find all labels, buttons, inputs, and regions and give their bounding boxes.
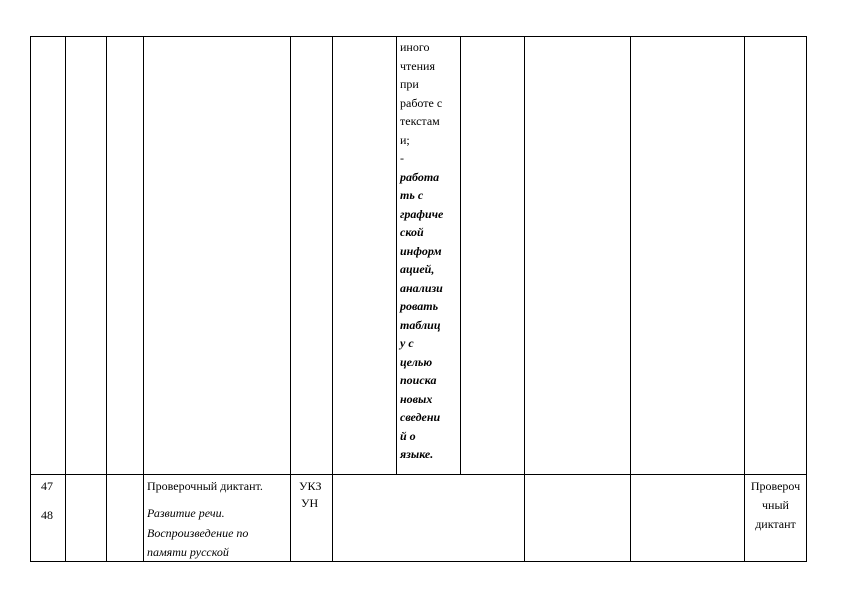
uud-line: ской (400, 225, 424, 239)
lesson-type: УКЗ (299, 479, 322, 493)
col-border (806, 36, 807, 562)
uud-line: языке. (400, 447, 434, 461)
uud-cell (400, 38, 458, 464)
uud-line: - (400, 151, 404, 165)
lesson-topic-line: Воспроизведение по (147, 526, 249, 540)
uud-line: работа (400, 169, 440, 184)
uud-line: сведени (400, 410, 441, 424)
table-bottom-border (30, 561, 807, 562)
uud-line: новых (400, 391, 433, 406)
col-border (290, 36, 291, 562)
uud-line: текстам (400, 114, 440, 128)
uud-line: ацией, (400, 262, 435, 276)
col-border (30, 36, 31, 562)
table-top-border (30, 36, 807, 37)
uud-line: й о (400, 428, 416, 443)
col-border-upper (396, 36, 397, 474)
control-form: Провероч (750, 479, 801, 493)
control-form: диктант (755, 517, 796, 531)
lesson-number: 48 (41, 508, 53, 522)
lesson-plan-table (30, 36, 807, 562)
col-border (630, 36, 631, 562)
uud-line: при (400, 77, 419, 91)
lesson-number: 47 (41, 479, 53, 493)
uud-line: графиче (400, 206, 444, 221)
lesson-topic: Проверочный диктант. (147, 479, 263, 493)
uud-line: у с (400, 336, 414, 350)
uud-line: ровать (400, 299, 439, 313)
lesson-topic-line: памяти русской (147, 545, 229, 559)
control-form: чный (762, 498, 789, 512)
col-border (143, 36, 144, 562)
col-border (65, 36, 66, 562)
uud-line: анализи (400, 280, 443, 295)
uud-line: таблиц (400, 317, 441, 332)
lesson-type: УН (301, 496, 319, 510)
lesson-topic-line: Развитие речи. (147, 506, 225, 520)
uud-line: чтения (400, 58, 435, 73)
col-border-upper (460, 36, 461, 474)
uud-line: поиска (400, 373, 437, 387)
uud-line: и; (400, 132, 410, 147)
uud-line: ть с (400, 188, 424, 202)
col-border (106, 36, 107, 562)
uud-line: работе с (400, 95, 443, 110)
uud-line: информ (400, 243, 442, 258)
uud-line: иного (400, 40, 430, 54)
uud-line: целью (400, 354, 433, 369)
col-border (524, 36, 525, 562)
col-border (332, 36, 333, 562)
row-divider (30, 474, 807, 475)
